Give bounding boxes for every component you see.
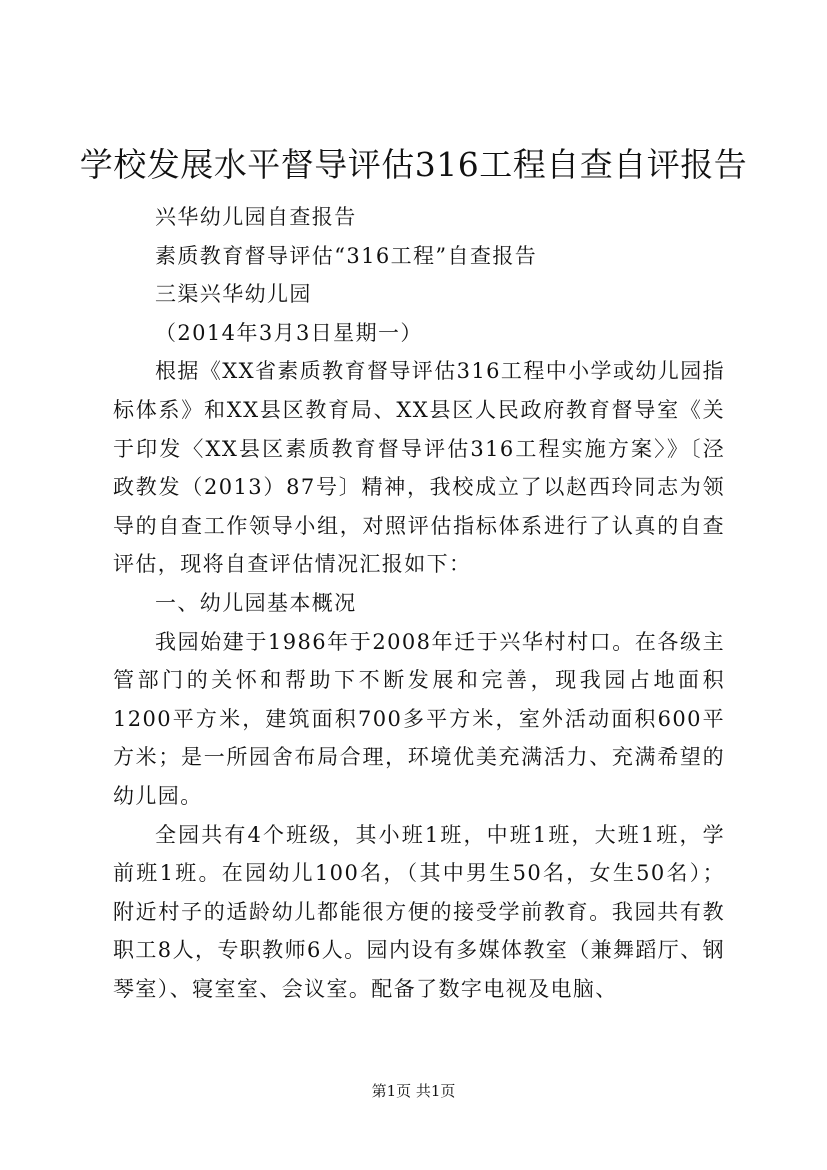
report-date: （2014年3月3日星期一）	[155, 320, 423, 345]
page-footer: 第1页 共1页	[371, 1082, 456, 1100]
subtitle-report-name: 兴华幼儿园自查报告	[155, 205, 357, 229]
overview-paragraph-history: 我园始建于1986年于2008年迁于兴华村村口。在各级主管部门的关怀和帮助下不断发展和完善，现我园占地面积1200平方米，建筑面积700多平方米，室外活动面积600平方米；是一所园舍布局合理，环境优美充满活力、充满希望的幼儿园。	[113, 629, 725, 808]
overview-paragraph-classes: 全园共有4个班级，其小班1班，中班1班，大班1班，学前班1班。在园幼儿100名，（其中男生50名，女生50名）；附近村子的适龄幼儿都能很方便的接受学前教育。我园共有教职工8人，专职教师6人。园内设有多媒体教室（兼舞蹈厅、钢琴室）、寝室室、会议室。配备了数字电视及电脑、	[113, 822, 725, 1001]
section-heading-overview: 一、幼儿园基本概况	[155, 590, 357, 615]
subtitle-school-name: 三渠兴华幼儿园	[155, 282, 312, 307]
document-body	[113, 198, 725, 1008]
document-title: 学校发展水平督导评估316工程自查自评报告	[79, 145, 748, 184]
intro-paragraph: 根据《XX省素质教育督导评估316工程中小学或幼儿园指标体系》和XX县区教育局、XX县区人民政府教育督导室《关于印发〈XX县区素质教育督导评估316工程实施方案〉》〔泾政教发（2013）87号〕精神，我校成立了以赵西玲同志为领导的自查工作领导小组，对照评估指标体系进行了认真的自查评估，现将自查评估情况汇报如下：	[113, 359, 725, 577]
subtitle-report-topic: 素质教育督导评估“316工程”自查报告	[155, 243, 538, 268]
